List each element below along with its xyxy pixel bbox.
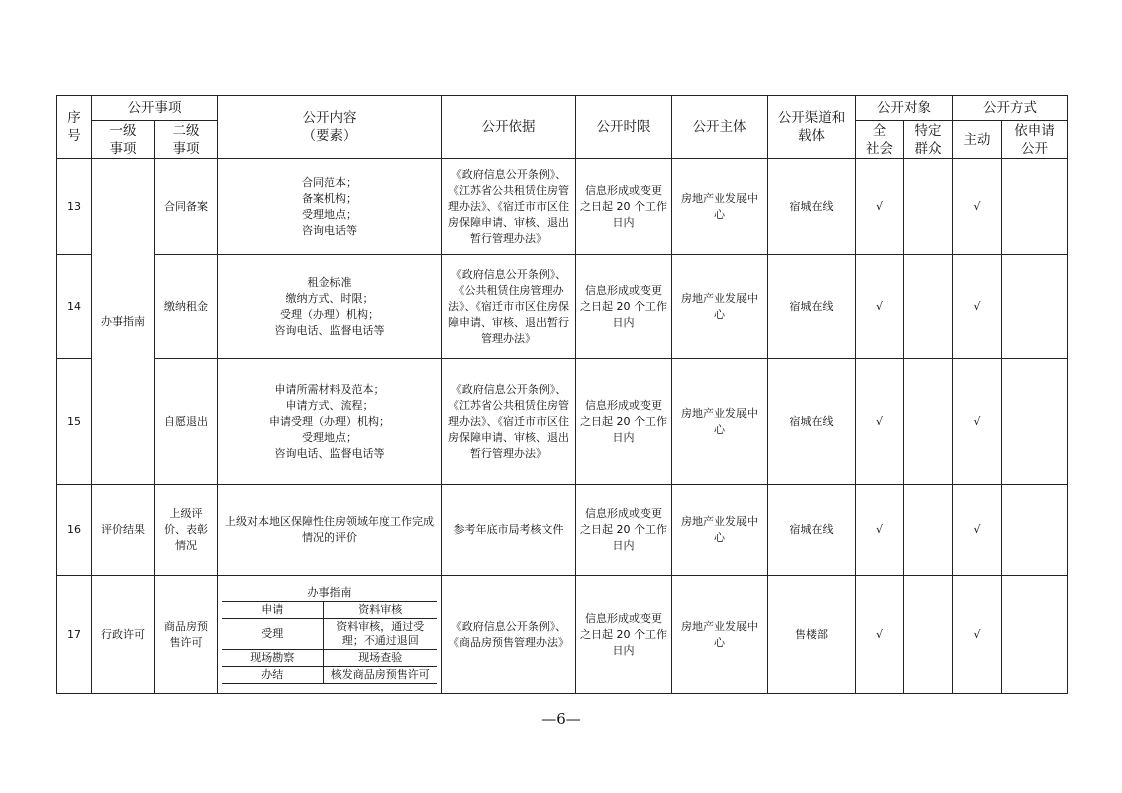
- header-row-1: [57, 96, 1068, 121]
- row-time: 信息形成或变更之日起 20 个工作日内: [576, 576, 672, 694]
- header-level2: 二级 事项: [155, 121, 218, 159]
- header-all-society: 全 社会: [856, 121, 904, 159]
- row-subject: 房地产业发展中心: [672, 159, 768, 255]
- row-active-check: √: [953, 255, 1002, 359]
- row-active-check: √: [953, 159, 1002, 255]
- table-row: [57, 159, 1068, 255]
- header-level1: 一级 事项: [92, 121, 155, 159]
- header-method: 公开方式: [953, 96, 1068, 121]
- row-all-society-check: √: [856, 576, 904, 694]
- row-on-request: [1002, 576, 1068, 694]
- guide-subtable-cell: [218, 576, 442, 694]
- row-channel: 宿城在线: [768, 359, 856, 485]
- row-specific: [904, 359, 953, 485]
- header-basis: 公开依据: [442, 96, 576, 159]
- row-active-check: √: [953, 359, 1002, 485]
- header-audience: 公开对象: [856, 96, 953, 121]
- header-specific: 特定 群众: [904, 121, 953, 159]
- row-level1: 评价结果: [92, 485, 155, 576]
- row-all-society-check: √: [856, 359, 904, 485]
- row-on-request: [1002, 359, 1068, 485]
- guide-detail: 现场查验: [323, 650, 437, 667]
- header-channel: 公开渠道和 载体: [768, 96, 856, 159]
- row-subject: 房地产业发展中心: [672, 255, 768, 359]
- table-row: [57, 576, 1068, 694]
- row-basis: 《政府信息公开条例》、《江苏省公共租赁住房管理办法》、《宿迁市市区住房保障申请、审核、退出暂行管理办法》: [442, 159, 576, 255]
- row-channel: 宿城在线: [768, 159, 856, 255]
- row-all-society-check: √: [856, 159, 904, 255]
- row-subject: 房地产业发展中心: [672, 485, 768, 576]
- row-level2: 缴纳租金: [155, 255, 218, 359]
- header-content: 公开内容 （要素）: [218, 96, 442, 159]
- row-content: 申请所需材料及范本； 申请方式、流程； 申请受理（办理）机构； 受理地点； 咨询电话、监督电话等: [218, 359, 442, 485]
- row-time: 信息形成或变更之日起 20 个工作日内: [576, 359, 672, 485]
- header-time: 公开时限: [576, 96, 672, 159]
- guide-step: 现场勘察: [222, 650, 323, 667]
- row-level2: 自愿退出: [155, 359, 218, 485]
- row-subject: 房地产业发展中心: [672, 359, 768, 485]
- row-time: 信息形成或变更之日起 20 个工作日内: [576, 159, 672, 255]
- row-on-request: [1002, 159, 1068, 255]
- row-seq: 16: [57, 485, 92, 576]
- table-row: [57, 359, 1068, 485]
- row-level2: 商品房预售许可: [155, 576, 218, 694]
- row-level2: 合同备案: [155, 159, 218, 255]
- row-all-society-check: √: [856, 485, 904, 576]
- row-time: 信息形成或变更之日起 20 个工作日内: [576, 255, 672, 359]
- row-seq: 13: [57, 159, 92, 255]
- guide-detail: 核发商品房预售许可: [323, 667, 437, 684]
- row-basis: 参考年底市局考核文件: [442, 485, 576, 576]
- header-seq: 序 号: [57, 96, 92, 159]
- guide-step: 受理: [222, 619, 323, 650]
- row-active-check: √: [953, 485, 1002, 576]
- row-content: 合同范本； 备案机构； 受理地点； 咨询电话等: [218, 159, 442, 255]
- row-on-request: [1002, 255, 1068, 359]
- row-basis: 《政府信息公开条例》、《商品房预售管理办法》: [442, 576, 576, 694]
- table-row: [57, 255, 1068, 359]
- row-specific: [904, 255, 953, 359]
- row-on-request: [1002, 485, 1068, 576]
- header-subject: 公开主体: [672, 96, 768, 159]
- header-on-request: 依申请 公开: [1002, 121, 1068, 159]
- page-number: —6—: [541, 710, 581, 728]
- row-content: 租金标准 缴纳方式、时限； 受理（办理）机构； 咨询电话、监督电话等: [218, 255, 442, 359]
- guide-detail: 资料审核: [323, 602, 437, 619]
- row-subject: 房地产业发展中心: [672, 576, 768, 694]
- row-level2: 上级评价、表彰情况: [155, 485, 218, 576]
- row-specific: [904, 576, 953, 694]
- row-time: 信息形成或变更之日起 20 个工作日内: [576, 485, 672, 576]
- row-seq: 14: [57, 255, 92, 359]
- row-seq: 15: [57, 359, 92, 485]
- row-basis: 《政府信息公开条例》、《公共租赁住房管理办法》、《宿迁市市区住房保障申请、审核、退出暂行管理办法》: [442, 255, 576, 359]
- row-specific: [904, 159, 953, 255]
- row-seq: 17: [57, 576, 92, 694]
- guide-step: 申请: [222, 602, 323, 619]
- row-content: 上级对本地区保障性住房领域年度工作完成情况的评价: [218, 485, 442, 576]
- row-basis: 《政府信息公开条例》、《江苏省公共租赁住房管理办法》、《宿迁市市区住房保障申请、审核、退出暂行管理办法》: [442, 359, 576, 485]
- header-active: 主动: [953, 121, 1002, 159]
- row-level1: 行政许可: [92, 576, 155, 694]
- header-items: 公开事项: [92, 96, 218, 121]
- guide-detail: 资料审核，通过受理；不通过退回: [323, 619, 437, 650]
- row-all-society-check: √: [856, 255, 904, 359]
- row-channel: 售楼部: [768, 576, 856, 694]
- disclosure-table: [56, 95, 1068, 694]
- row-channel: 宿城在线: [768, 255, 856, 359]
- row-channel: 宿城在线: [768, 485, 856, 576]
- table-row: [57, 485, 1068, 576]
- row-level1: 办事指南: [92, 159, 155, 485]
- guide-title: 办事指南: [222, 585, 437, 602]
- row-active-check: √: [953, 576, 1002, 694]
- guide-step: 办结: [222, 667, 323, 684]
- row-specific: [904, 485, 953, 576]
- guide-subtable: [222, 585, 437, 684]
